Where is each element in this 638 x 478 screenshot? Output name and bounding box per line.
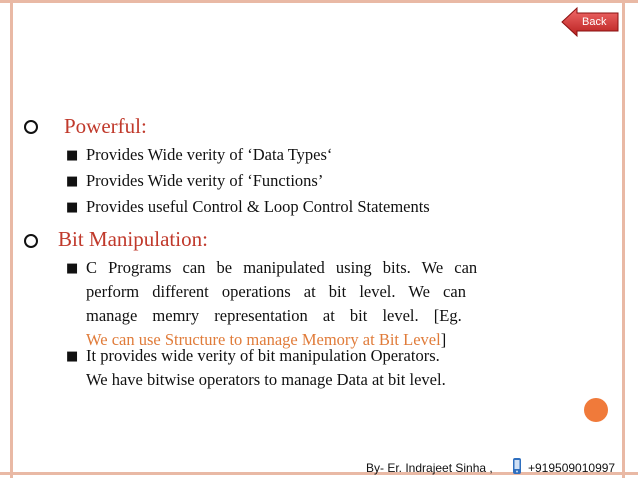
back-button-label: Back	[582, 16, 607, 28]
bitmanip-item1-line-2: perform different operations at bit level. We can	[86, 282, 466, 301]
bitmanip-highlight-text: We can use Structure to manage Memory at Bit Level	[86, 330, 441, 349]
powerful-heading: Powerful:	[64, 114, 147, 138]
bitmanip-item1-line-3: manage memry representation at bit level. [Eg.	[86, 306, 462, 325]
outline-bullet-icon	[24, 120, 38, 134]
square-bullet-icon: ■	[66, 200, 79, 215]
square-bullet-icon: ■	[66, 174, 79, 189]
bitmanip-item2-line-1: It provides wide verity of bit manipulation Operators.	[86, 346, 440, 365]
powerful-item-1: Provides Wide verity of ‘Data Types‘	[86, 145, 333, 164]
square-bullet-icon: ■	[66, 261, 79, 276]
square-bullet-icon: ■	[66, 349, 79, 364]
bitmanip-item2-line-2: We have bitwise operators to manage Data at bit level.	[86, 370, 446, 389]
bitmanip-close-bracket: ]	[440, 330, 447, 349]
powerful-item-3: Provides useful Control & Loop Control Statements	[86, 197, 430, 216]
bitmanip-heading: Bit Manipulation:	[58, 227, 208, 251]
square-bullet-icon: ■	[66, 148, 79, 163]
bitmanip-item1-line-1: C Programs can be manipulated using bits. We can	[86, 258, 478, 277]
footer-phone: +919509010997	[528, 461, 616, 475]
powerful-item-2: Provides Wide verity of ‘Functions’	[86, 171, 324, 190]
phone-icon	[510, 457, 524, 475]
footer-author: By- Er. Indrajeet Sinha ,	[366, 461, 493, 475]
outline-bullet-icon	[24, 234, 38, 248]
